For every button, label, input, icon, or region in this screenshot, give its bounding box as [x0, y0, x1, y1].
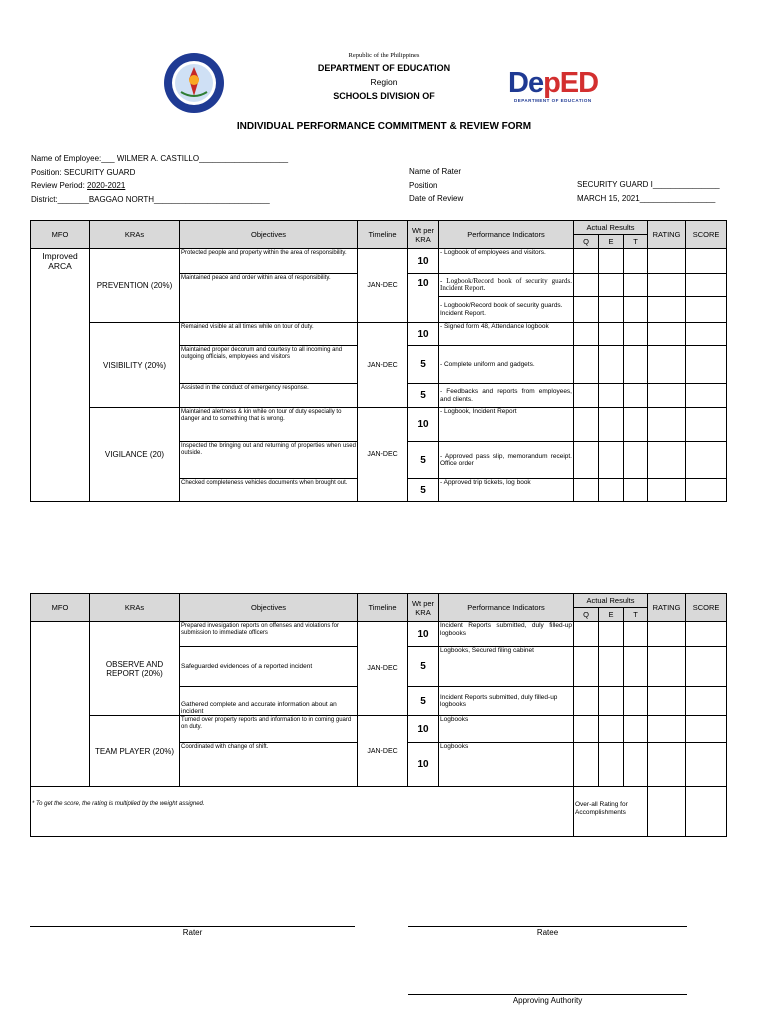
- kra-cell: PREVENTION (20%): [90, 249, 180, 323]
- indicator-cell: Logbooks: [439, 716, 574, 743]
- col-mfo: MFO: [31, 594, 90, 622]
- rater-position-label: Position: [409, 180, 438, 190]
- republic-text: Republic of the Philippines: [348, 52, 420, 59]
- table-row: [31, 716, 727, 743]
- weight-cell: 5: [408, 384, 439, 408]
- col-indicators: Performance Indicators: [439, 594, 574, 622]
- rating-cell: [648, 249, 686, 274]
- rater-values: [577, 178, 720, 205]
- objective-cell: Maintained proper decorum and courtesy to all incoming and outgoing officials, employees and visitors: [180, 346, 358, 384]
- weight-cell: 5: [408, 346, 439, 384]
- rater-labels: [409, 165, 463, 206]
- review-date-label: Date of Review: [409, 194, 464, 203]
- col-kras: KRAs: [90, 221, 180, 249]
- score-footnote: * To get the score, the rating is multiplied by the weight assigned.: [31, 787, 574, 837]
- table-row: [31, 323, 727, 346]
- table-row: [31, 622, 727, 647]
- deped-logo: DepED DEPARTMENT OF EDUCATION: [508, 67, 599, 103]
- col-rating: RATING: [648, 594, 686, 622]
- review-period-line: Review Period: 2020-2021: [31, 181, 126, 190]
- weight-cell: 10: [408, 622, 439, 647]
- indicator-cell: - Approved trip tickets, log book: [439, 479, 574, 502]
- indicator-cell: - Complete uniform and gadgets.: [439, 346, 574, 384]
- weight-cell: 10: [408, 743, 439, 787]
- ratee-signature-line: [408, 926, 687, 927]
- kra-cell: TEAM PLAYER (20%): [90, 716, 180, 787]
- objective-cell: Turned over property reports and information to in coming guard on duty.: [180, 716, 358, 743]
- kra-cell: OBSERVE AND REPORT (20%): [90, 622, 180, 716]
- indicator-cell: - Logbook, Incident Report: [439, 408, 574, 442]
- objective-cell: Safeguarded evidences of a reported incident: [180, 647, 358, 687]
- timeline-cell: JAN-DEC: [358, 323, 408, 408]
- rater-position-value: SECURITY GUARD I_______________: [577, 180, 720, 189]
- approving-signature-line: [408, 994, 687, 995]
- col-t: T: [624, 608, 648, 622]
- col-q: Q: [574, 608, 599, 622]
- weight-cell: 5: [408, 687, 439, 716]
- ipcr-table-2: [30, 593, 727, 837]
- weight-cell: 10: [408, 716, 439, 743]
- indicator-cell: - Logbook of employees and visitors.: [439, 249, 574, 274]
- weight-cell: 5: [408, 442, 439, 479]
- t-cell: [624, 249, 648, 274]
- indicator-cell: - Signed form 48, Attendance logbook: [439, 323, 574, 346]
- rater-name-label: Name of Rater: [409, 167, 462, 176]
- timeline-cell: JAN-DEC: [358, 249, 408, 323]
- overall-score-cell: [686, 787, 727, 837]
- col-score: SCORE: [686, 594, 727, 622]
- col-weight: Wt per KRA: [408, 221, 439, 249]
- form-title: INDIVIDUAL PERFORMANCE COMMITMENT & REVIEW FORM: [236, 121, 532, 132]
- indicator-cell: - Logbook/Record book of security guards. Incident Report.: [439, 274, 574, 297]
- objective-cell: Prepared invesigation reports on offenses and violations for submission to immediate officers: [180, 622, 358, 647]
- indicator-cell: Logbooks: [439, 743, 574, 787]
- col-kras: KRAs: [90, 594, 180, 622]
- col-rating: RATING: [648, 221, 686, 249]
- timeline-cell: JAN-DEC: [358, 408, 408, 502]
- col-score: SCORE: [686, 221, 727, 249]
- weight-cell: 10: [408, 249, 439, 274]
- weight-cell: 5: [408, 647, 439, 687]
- objective-cell: Remained visible at all times while on tour of duty.: [180, 323, 358, 346]
- employee-info: [31, 152, 288, 206]
- review-date-value: MARCH 15, 2021_________________: [577, 193, 716, 203]
- rater-label: Rater: [182, 928, 203, 937]
- indicator-cell: Logbooks, Secured filing cabinet: [439, 647, 574, 687]
- e-cell: [599, 249, 624, 274]
- objective-cell: Gathered complete and accurate information about an incident: [180, 687, 358, 716]
- col-timeline: Timeline: [358, 594, 408, 622]
- col-weight: Wt per KRA: [408, 594, 439, 622]
- approving-authority-label: Approving Authority: [512, 996, 583, 1005]
- timeline-cell: JAN-DEC: [358, 716, 408, 787]
- overall-rating-label: Over-all Rating for Accomplishments: [574, 787, 648, 837]
- objective-cell: Checked completeness vehicles documents when brought out.: [180, 479, 358, 502]
- col-timeline: Timeline: [358, 221, 408, 249]
- overall-rating-cell: [648, 787, 686, 837]
- ipcr-table-1: [30, 220, 727, 502]
- employee-name-line: Name of Employee:___ WILMER A. CASTILLO____________________: [31, 154, 289, 163]
- table-row: [31, 249, 727, 274]
- indicator-cell: Incident Reports submitted, duly filled-up logbooks: [439, 622, 574, 647]
- weight-cell: 10: [408, 323, 439, 346]
- col-t: T: [624, 235, 648, 249]
- col-actual-results: Actual Results: [574, 594, 648, 608]
- score-cell: [686, 249, 727, 274]
- mfo-cell: [31, 622, 90, 787]
- region-text: Region: [370, 77, 398, 87]
- col-e: E: [599, 235, 624, 249]
- q-cell: [574, 249, 599, 274]
- col-mfo: MFO: [31, 221, 90, 249]
- objective-cell: Coordinated with change of shift.: [180, 743, 358, 787]
- weight-cell: 10: [408, 274, 439, 323]
- col-q: Q: [574, 235, 599, 249]
- timeline-cell: JAN-DEC: [358, 622, 408, 716]
- col-objectives: Objectives: [180, 221, 358, 249]
- table-row: [31, 787, 727, 837]
- weight-cell: 5: [408, 479, 439, 502]
- district-line: District:_______BAGGAO NORTH__________________________: [31, 194, 270, 204]
- objective-cell: Maintained peace and order within area of responsibility.: [180, 274, 358, 323]
- col-e: E: [599, 608, 624, 622]
- objective-cell: Protected people and property within the area of responsibility.: [180, 249, 358, 274]
- division-text: SCHOOLS DIVISION OF: [333, 91, 435, 101]
- table-row: [31, 408, 727, 442]
- objective-cell: Maintained alertness & kin while on tour of duty especially to danger and to something that is wrong.: [180, 408, 358, 442]
- ratee-label: Ratee: [536, 928, 559, 937]
- indicator-cell: - Feedbacks and reports from employees, and clients.: [439, 384, 574, 408]
- col-objectives: Objectives: [180, 594, 358, 622]
- department-text: DEPARTMENT OF EDUCATION: [317, 63, 451, 73]
- kra-cell: VISIBILITY (20%): [90, 323, 180, 408]
- indicator-cell: - Logbook/Record book of security guards. Incident Report.: [439, 297, 574, 323]
- indicator-cell: - Approved pass slip, memorandum receipt. Office order: [439, 442, 574, 479]
- kra-cell: VIGILANCE (20): [90, 408, 180, 502]
- col-indicators: Performance Indicators: [439, 221, 574, 249]
- objective-cell: Assisted in the conduct of emergency response.: [180, 384, 358, 408]
- rater-signature-line: [30, 926, 355, 927]
- indicator-cell: Incident Reports submitted, duly filled-up logbooks: [439, 687, 574, 716]
- weight-cell: 10: [408, 408, 439, 442]
- col-actual-results: Actual Results: [574, 221, 648, 235]
- objective-cell: Inspected the bringing out and returning of properties when used outside.: [180, 442, 358, 479]
- position-line: Position: SECURITY GUARD: [31, 167, 136, 177]
- mfo-cell: Improved ARCA: [31, 249, 90, 502]
